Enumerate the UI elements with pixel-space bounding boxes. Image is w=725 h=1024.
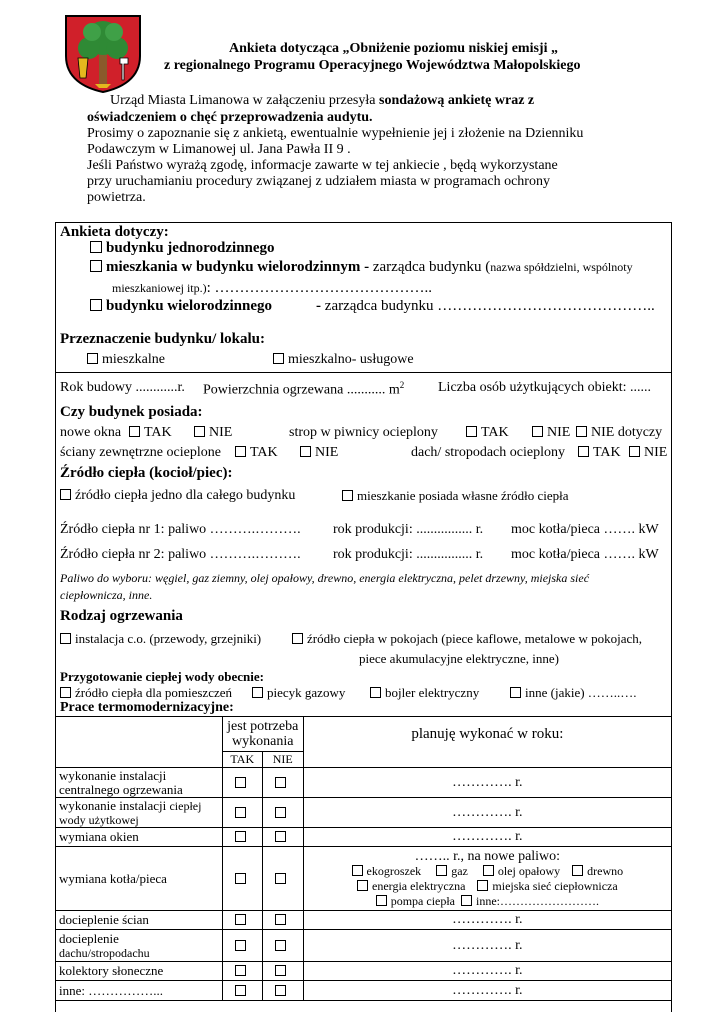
intro-line7: powietrza. [87, 190, 146, 205]
intro-line1: Urząd Miasta Limanowa w załączeniu przesyła sondażową ankietę wraz z [110, 93, 535, 108]
checkbox[interactable] [194, 426, 205, 437]
heating-type-heading: Rodzaj ogrzewania [60, 608, 183, 624]
checkbox[interactable] [90, 241, 102, 253]
purpose-heading: Przeznaczenie budynku/ lokalu: [60, 331, 266, 347]
checkbox[interactable] [275, 985, 286, 996]
hot-water-room-source[interactable]: źródło ciepła dla pomieszczeń [60, 685, 232, 701]
roof-insulated-label: dach/ stropodach ocieplony [411, 445, 565, 460]
checkbox[interactable] [275, 965, 286, 976]
checkbox[interactable] [90, 260, 102, 272]
year-field[interactable]: …………. r. [303, 911, 671, 930]
document-title-line1: Ankieta dotycząca „Obniżenie poziomu niskiej emisji „ [229, 41, 558, 56]
need-header: jest potrzeba wykonania [222, 717, 303, 752]
year-field[interactable]: …………. r. [303, 828, 671, 847]
intro-line4: Podawczym w Limanowej ul. Jana Pawła II 9 . [87, 142, 351, 157]
boiler-plan-cell [303, 847, 671, 911]
walls-insulated-label: ściany zewnętrzne ocieplone [60, 445, 221, 460]
fuel-oil[interactable]: olej opałowy [483, 864, 560, 878]
heat-source-2-year[interactable]: rok produkcji: ................ r. [333, 547, 484, 562]
purpose-mixed[interactable]: mieszkalno- usługowe [273, 352, 414, 368]
checkbox[interactable] [129, 426, 140, 437]
tak-header: TAK [222, 752, 262, 768]
checkbox[interactable] [275, 940, 286, 951]
table-corner [56, 717, 223, 768]
option-multi-family[interactable]: budynku wielorodzinnego - zarządca budynku …………………………………….. [90, 298, 655, 315]
checkbox[interactable] [235, 777, 246, 788]
heating-room-stoves[interactable]: źródło ciepła w pokojach (piece kaflowe, metalowe w pokojach, [292, 631, 642, 647]
purpose-residential[interactable]: mieszkalne [87, 352, 165, 368]
intro-line2: oświadczeniem o chęć przeprowadzenia audytu. [87, 110, 373, 125]
table-row: kolektory słoneczne …………. r. [56, 962, 672, 981]
checkbox[interactable] [510, 687, 521, 698]
occupants-field[interactable]: Liczba osób użytkujących obiekt: ...... [438, 380, 652, 395]
hot-water-heading: Przygotowanie ciepłej wody obecnie: [60, 669, 264, 684]
works-heading: Prace termomodernizacyjne: [60, 700, 234, 715]
hot-water-other[interactable]: inne (jakie) ……..…. [510, 685, 637, 701]
cellar-not-applicable[interactable]: NIE dotyczy [576, 425, 662, 441]
heat-source-heading: Źródło ciepła (kocioł/piec): [60, 465, 233, 481]
fuel-options-note-line2: ciepłownicza, inne. [60, 588, 153, 602]
heat-source-1-power[interactable]: moc kotła/pieca ……. kW [511, 522, 659, 537]
intro-line6: przy uruchamianiu procedury związanej z udziałem miasta w programach ochrony [87, 174, 550, 189]
heat-source-1-year[interactable]: rok produkcji: ................ r. [333, 522, 484, 537]
checkbox[interactable] [578, 446, 589, 457]
table-row: docieplenie ścian …………. r. [56, 911, 672, 930]
year-field[interactable]: …………. r. [303, 798, 671, 828]
apartment-manager-field[interactable]: mieszkaniowej itp.): …………………………………….. [112, 280, 433, 296]
checkbox[interactable] [342, 490, 353, 501]
city-coat-of-arms [62, 12, 144, 94]
checkbox[interactable] [376, 895, 387, 906]
intro-line3: Prosimy o zapoznanie się z ankietą, ewentualnie wypełnienie jej i złożenie na Dzienniku [87, 126, 584, 141]
heat-source-2-fuel[interactable]: Źródło ciepła nr 2: paliwo ……….………. [60, 547, 301, 562]
windows-yes[interactable]: TAK [129, 425, 172, 441]
checkbox[interactable] [300, 446, 311, 457]
checkbox[interactable] [275, 807, 286, 818]
checkbox[interactable] [275, 777, 286, 788]
heated-area-field[interactable]: Powierzchnia ogrzewana ........... $m^2$ [203, 380, 405, 398]
checkbox[interactable] [357, 880, 368, 891]
boiler-year-field[interactable]: …….. r., na nowe paliwo: [414, 848, 561, 864]
option-apartment[interactable]: mieszkania w budynku wielorodzinnym - zarządca budynku (nazwa spółdzielni, wspólnoty [90, 259, 633, 276]
table-row: wykonanie instalacji centralnego ogrzewania …………. r. [56, 768, 672, 798]
checkbox[interactable] [235, 914, 246, 925]
hot-water-electric-boiler[interactable]: bojler elektryczny [370, 685, 479, 701]
roof-yes[interactable]: TAK [578, 445, 621, 461]
survey-heading: Ankieta dotyczy: [60, 224, 169, 240]
fuel-heat-pump[interactable]: pompa ciepła [376, 894, 455, 908]
walls-yes[interactable]: TAK [235, 445, 278, 461]
roof-no[interactable]: NIE [629, 445, 667, 461]
heating-room-stoves-line2: piece akumulacyjne elektryczne, inne) [359, 651, 559, 666]
checkbox[interactable] [477, 880, 488, 891]
year-field[interactable]: …………. r. [303, 768, 671, 798]
checkbox[interactable] [235, 831, 246, 842]
checkbox[interactable] [235, 446, 246, 457]
table-row: wymiana okien …………. r. [56, 828, 672, 847]
intro-line5: Jeśli Państwo wyrażą zgodę, informacje zawarte w tej ankiecie , będą wykorzystane [87, 158, 558, 173]
year-field[interactable]: …………. r. [303, 930, 671, 962]
construction-year-field[interactable]: Rok budowy ............r. [60, 380, 185, 395]
walls-no[interactable]: NIE [300, 445, 338, 461]
checkbox[interactable] [252, 687, 263, 698]
fuel-gas[interactable]: gaz [436, 864, 468, 878]
heat-source-1-fuel[interactable]: Źródło ciepła nr 1: paliwo ……….………. [60, 522, 301, 537]
checkbox[interactable] [576, 426, 587, 437]
document-title-line2: z regionalnego Programu Operacyjnego Województwa Małopolskiego [164, 58, 581, 73]
heat-source-own-apartment[interactable]: mieszkanie posiada własne źródło ciepła [342, 488, 569, 504]
windows-no[interactable]: NIE [194, 425, 232, 441]
checkbox[interactable] [483, 865, 494, 876]
table-row: docieplenie dachu/stropodachu …………. r. [56, 930, 672, 962]
fuel-district-heating[interactable]: miejska sieć ciepłownicza [477, 879, 617, 893]
checkbox[interactable] [461, 895, 472, 906]
cellar-insulated-label: strop w piwnicy ocieplony [289, 425, 438, 440]
hot-water-gas-heater[interactable]: piecyk gazowy [252, 685, 345, 701]
checkbox[interactable] [370, 687, 381, 698]
table-row: inne: ……………... …………. r. [56, 981, 672, 1001]
fuel-coal[interactable]: ekogroszek [352, 864, 422, 878]
cellar-yes[interactable]: TAK [466, 425, 509, 441]
checkbox[interactable] [292, 633, 303, 644]
fuel-wood[interactable]: drewno [572, 864, 623, 878]
fuel-electricity[interactable]: energia elektryczna [357, 879, 465, 893]
section-divider [55, 372, 672, 373]
building-has-heading: Czy budynek posiada: [60, 404, 203, 420]
heating-central[interactable]: instalacja c.o. (przewody, grzejniki) [60, 631, 261, 647]
checkbox[interactable] [532, 426, 543, 437]
nie-header: NIE [262, 752, 303, 768]
checkbox[interactable] [629, 446, 640, 457]
heat-source-whole-building[interactable]: źródło ciepła jedno dla całego budynku [60, 488, 295, 504]
checkbox[interactable] [572, 865, 583, 876]
checkbox[interactable] [466, 426, 477, 437]
cellar-no[interactable]: NIE [532, 425, 570, 441]
checkbox[interactable] [235, 985, 246, 996]
heat-source-2-power[interactable]: moc kotła/pieca ……. kW [511, 547, 659, 562]
option-single-family[interactable]: budynku jednorodzinnego [90, 240, 275, 257]
fuel-options-note-line1: Paliwo do wyboru: węgiel, gaz ziemny, olej opałowy, drewno, energia elektryczna, pelet drzewny, miejska sieć [60, 571, 590, 585]
fuel-other[interactable]: inne:……………………. [461, 894, 599, 908]
checkbox[interactable] [436, 865, 447, 876]
year-field[interactable]: …………. r. [303, 962, 671, 981]
table-row: wymiana kotła/pieca …….. r., na nowe paliwo: ekogroszek gaz olej opałowy drewno energia elektryczna miejska sieć ciepłownicza pompa ciepła inne:……………………. [56, 847, 672, 911]
checkbox[interactable] [235, 965, 246, 976]
table-row: wykonanie instalacji ciepłej wody użytkowej …………. r. [56, 798, 672, 828]
new-windows-label: nowe okna [60, 425, 122, 440]
checkbox[interactable] [235, 873, 246, 884]
checkbox[interactable] [235, 807, 246, 818]
checkbox[interactable] [60, 489, 71, 500]
modernization-table [55, 716, 672, 1001]
checkbox[interactable] [60, 633, 71, 644]
checkbox[interactable] [87, 353, 98, 364]
checkbox[interactable] [90, 299, 102, 311]
checkbox[interactable] [60, 687, 71, 698]
checkbox[interactable] [235, 940, 246, 951]
plan-header: planuję wykonać w roku: [303, 717, 671, 768]
checkbox[interactable] [273, 353, 284, 364]
checkbox[interactable] [275, 873, 286, 884]
checkbox[interactable] [275, 914, 286, 925]
year-field[interactable]: …………. r. [303, 981, 671, 1001]
checkbox[interactable] [352, 865, 363, 876]
checkbox[interactable] [275, 831, 286, 842]
